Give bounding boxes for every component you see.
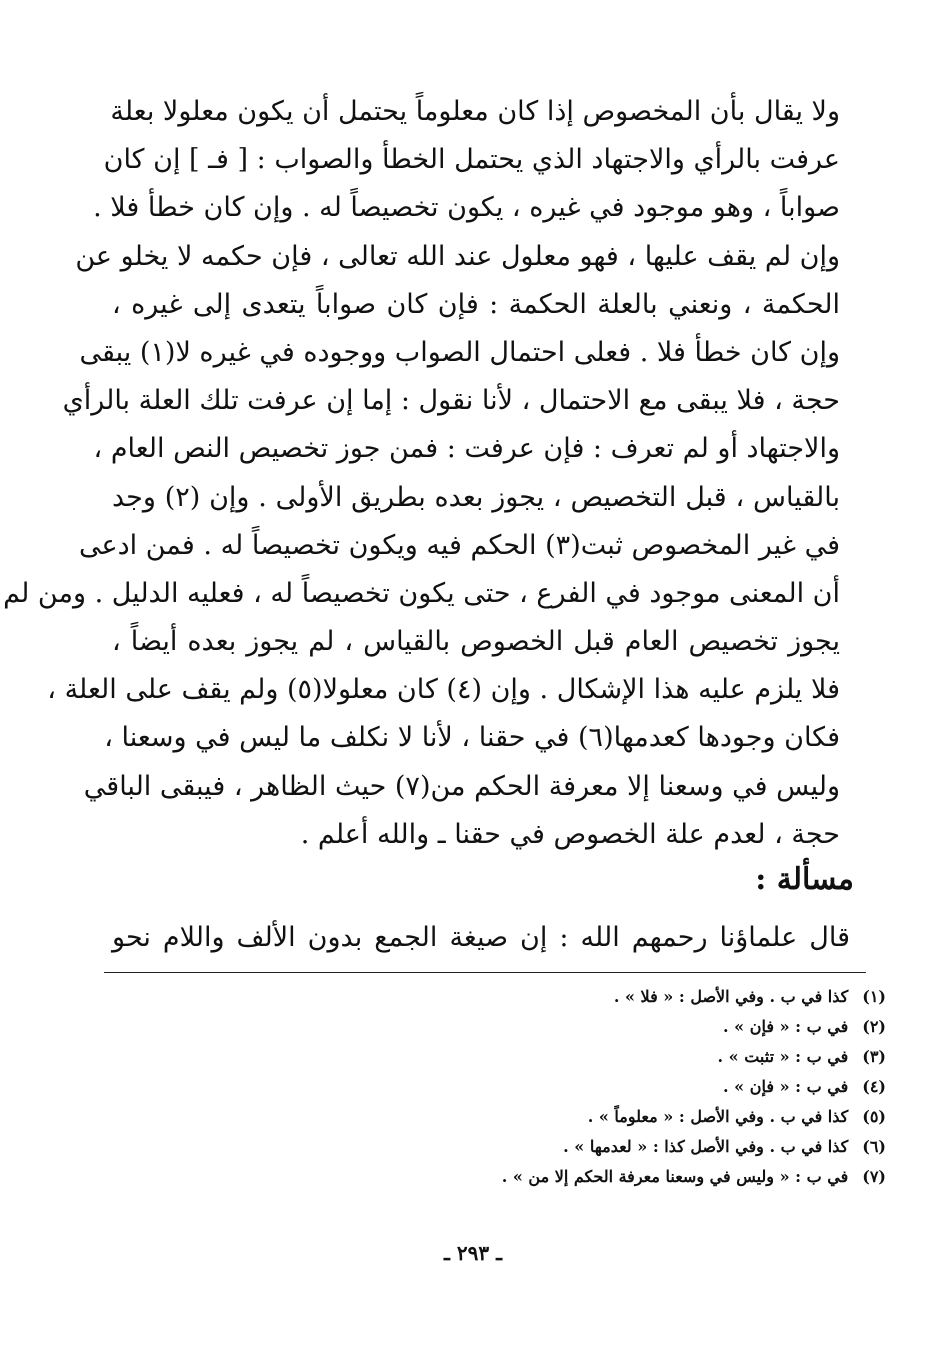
footnote-number: (١) (862, 987, 886, 1006)
text-line: أن المعنى موجود في الفرع ، حتى يكون تخصيصاً له ، فعليه الدليل . ومن لم (3, 577, 840, 609)
text-line: الحكمة ، ونعني بالعلة الحكمة : فإن كان صواباً يتعدى إلى غيره ، (112, 288, 840, 320)
page-number: ـ ٢٩٣ ـ (444, 1241, 502, 1265)
text-line: وإن كان خطأ فلا . فعلى احتمال الصواب ووجوده في غيره لا(١) يبقى (79, 336, 840, 368)
text-line: وليس في وسعنا إلا معرفة الحكم من(٧) حيث الظاهر ، فيبقى الباقي (83, 770, 840, 802)
section-heading: مسألة : (755, 862, 854, 897)
footnote (126, 1072, 886, 1102)
text-line: صواباً ، وهو موجود في غيره ، يكون تخصيصاً له . وإن كان خطأ فلا . (93, 192, 840, 224)
footnote-divider (104, 972, 866, 973)
footnote-number: (٣) (862, 1047, 886, 1066)
text-line: يجوز تخصيص العام قبل الخصوص بالقياس ، لم يجوز بعده أيضاً ، (112, 626, 840, 658)
footnote-text: في ب : « فإن » . (723, 1077, 849, 1096)
footnotes-list (126, 982, 886, 1192)
text-line: وإن لم يقف عليها ، فهو معلول عند الله تعالى ، فإن حكمه لا يخلو عن (75, 240, 840, 272)
footnote-text: في ب : « تثبت » . (717, 1047, 849, 1066)
footnote (126, 1162, 886, 1192)
text-line: في غير المخصوص ثبت(٣) الحكم فيه ويكون تخصيصاً له . فمن ادعى (79, 529, 840, 561)
footnote (126, 1042, 886, 1072)
footnote-number: (٢) (862, 1017, 886, 1036)
footnote-text: كذا في ب . وفي الأصل : « معلوماً » . (587, 1107, 849, 1126)
footnote-text: كذا في ب . وفي الأصل كذا : « لعدمها » . (563, 1137, 849, 1156)
footnote-text: في ب : « فإن » . (723, 1017, 849, 1036)
footnote (126, 1102, 886, 1132)
footnote-number: (٥) (862, 1107, 886, 1126)
text-line: ولا يقال بأن المخصوص إذا كان معلوماً يحتمل أن يكون معلولا بعلة (110, 96, 840, 127)
text-line: عرفت بالرأي والاجتهاد الذي يحتمل الخطأ والصواب : [ فـ ] إن كان (103, 144, 840, 176)
text-line: فكان وجودها كعدمها(٦) في حقنا ، لأنا لا نكلف ما ليس في وسعنا ، (104, 722, 840, 754)
footnote (126, 1132, 886, 1162)
footnote-text: كذا في ب . وفي الأصل : « فلا » . (613, 987, 849, 1006)
footnote-number: (٧) (862, 1167, 886, 1186)
footnote-text: في ب : « وليس في وسعنا معرفة الحكم إلا من » . (501, 1167, 849, 1186)
main-text-block (3, 88, 840, 859)
text-line: والاجتهاد أو لم تعرف : فإن عرفت : فمن جوز تخصيص النص العام ، (93, 433, 840, 465)
text-line: بالقياس ، قبل التخصيص ، يجوز بعده بطريق الأولى . وإن (٢) وجد (112, 481, 840, 513)
text-line: حجة ، فلا يبقى مع الاحتمال ، لأنا نقول : إما إن عرفت تلك العلة بالرأي (62, 385, 840, 417)
text-line: حجة ، لعدم علة الخصوص في حقنا ـ والله أعلم . (300, 818, 840, 850)
text-line: فلا يلزم عليه هذا الإشكال . وإن (٤) كان معلولا(٥) ولم يقف على العلة ، (47, 674, 840, 706)
footnote-number: (٤) (862, 1077, 886, 1096)
footnote-number: (٦) (862, 1137, 886, 1156)
footnote (126, 982, 886, 1012)
footnote (126, 1012, 886, 1042)
section-first-line: قال علماؤنا رحمهم الله : إن صيغة الجمع بدون الألف واللام نحو (112, 922, 850, 953)
